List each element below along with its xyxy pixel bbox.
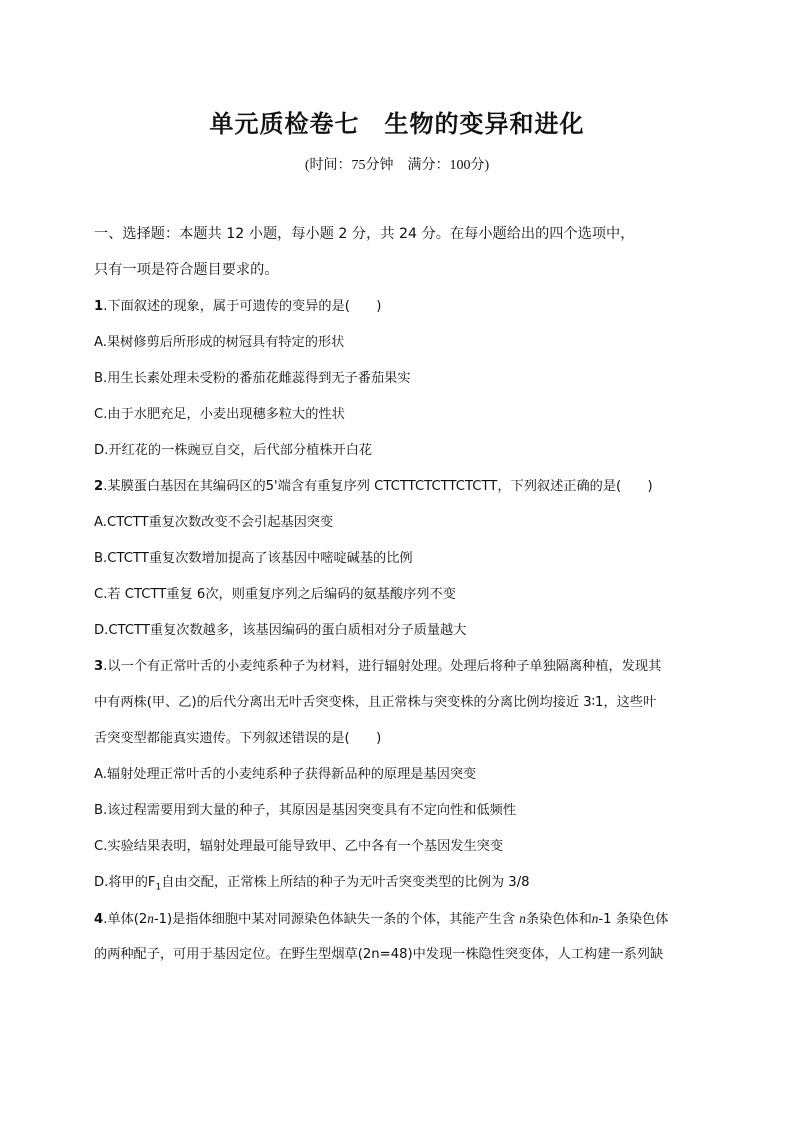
question-2-option-b: B.CTCTT重复次数增加提高了该基因中嘧啶碱基的比例 bbox=[94, 551, 413, 566]
question-2-option-c: C.若 CTCTT重复 6次，则重复序列之后编码的氨基酸序列不变 bbox=[94, 587, 456, 602]
question-3-option-a: A.辐射处理正常叶舌的小麦纯系种子获得新品种的原理是基因突变 bbox=[94, 767, 477, 782]
q4-var-n-3: n bbox=[591, 911, 599, 926]
question-1-number: 1 bbox=[94, 299, 104, 314]
option-d-rest: 自由交配，正常株上所结的种子为无叶舌突变类型的比例为 3/8 bbox=[161, 875, 530, 890]
option-d-prefix: D.将甲的F bbox=[94, 875, 156, 890]
question-1-option-c: C.由于水肥充足，小麦出现穗多粒大的性状 bbox=[94, 407, 345, 422]
question-4-number: 4 bbox=[94, 912, 104, 927]
question-3-number: 3 bbox=[94, 659, 104, 674]
question-1-option-a: A.果树修剪后所形成的树冠具有特定的形状 bbox=[94, 335, 345, 350]
question-3-option-b: B.该过程需要用到大量的种子，其原因是基因突变具有不定向性和低频性 bbox=[94, 803, 517, 818]
question-1-option-d: D.开红花的一株豌豆自交，后代部分植株开白花 bbox=[94, 443, 373, 458]
question-3-stem-line-1 bbox=[94, 658, 714, 676]
page-title: 单元质检卷七 生物的变异和进化 bbox=[209, 109, 585, 138]
question-2-text: .某膜蛋白基因在其编码区的5'端含有重复序列 CTCTTCTCTTCTCTT，下列叙述正确的是( ) bbox=[103, 479, 653, 494]
question-3-option-c: C.实验结果表明，辐射处理最可能导致甲、乙中各有一个基因发生突变 bbox=[94, 839, 504, 854]
q4-text-a: .单体(2 bbox=[103, 912, 148, 927]
question-3-text-1: .以一个有正常叶舌的小麦纯系种子为材料，进行辐射处理。处理后将种子单独隔离种植，发现其 bbox=[103, 659, 662, 674]
question-2-option-a: A.CTCTT重复次数改变不会引起基因突变 bbox=[94, 515, 334, 530]
question-4-stem-line-1 bbox=[94, 910, 714, 929]
section-instruction-line-1: 一、选择题：本题共 12 小题，每小题 2 分，共 24 分。在每小题给出的四个选项中， bbox=[94, 226, 635, 242]
question-3-stem-line-3: 舌突变型都能真实遗传。下列叙述错误的是( ) bbox=[94, 731, 382, 746]
question-1-stem bbox=[94, 298, 714, 316]
f1-subscript: 1 bbox=[155, 882, 162, 893]
question-2-option-d: D.CTCTT重复次数越多，该基因编码的蛋白质相对分子质量越大 bbox=[94, 623, 467, 638]
question-1-text: .下面叙述的现象，属于可遗传的变异的是( ) bbox=[103, 299, 382, 314]
section-instruction-line-2: 只有一项是符合题目要求的。 bbox=[94, 262, 279, 278]
q4-var-n-2: n bbox=[519, 911, 526, 926]
question-1-option-b: B.用生长素处理未受粉的番茄花雌蕊得到无子番茄果实 bbox=[94, 371, 411, 386]
q4-text-c: -1)是指体细胞中某对同源染色体缺失一条的个体，其能产生含 bbox=[153, 912, 520, 927]
q4-var-n-1: n bbox=[147, 911, 154, 926]
question-3-option-d bbox=[94, 874, 714, 897]
question-3-stem-line-2: 中有两株(甲、乙)的后代分离出无叶舌突变株，且正常株与突变株的分离比例均接近 3∶1，这些叶 bbox=[94, 695, 657, 710]
question-4-stem-line-2: 的两种配子，可用于基因定位。在野生型烟草(2n=48)中发现一株隐性突变体，人工构建一系列缺 bbox=[94, 947, 664, 962]
question-2-stem bbox=[94, 478, 714, 496]
q4-text-g: -1 条染色体 bbox=[598, 912, 669, 927]
exam-meta: (时间：75分钟 满分：100分) bbox=[304, 158, 490, 173]
q4-text-e: 条染色体和 bbox=[525, 912, 592, 927]
question-2-number: 2 bbox=[94, 479, 104, 494]
